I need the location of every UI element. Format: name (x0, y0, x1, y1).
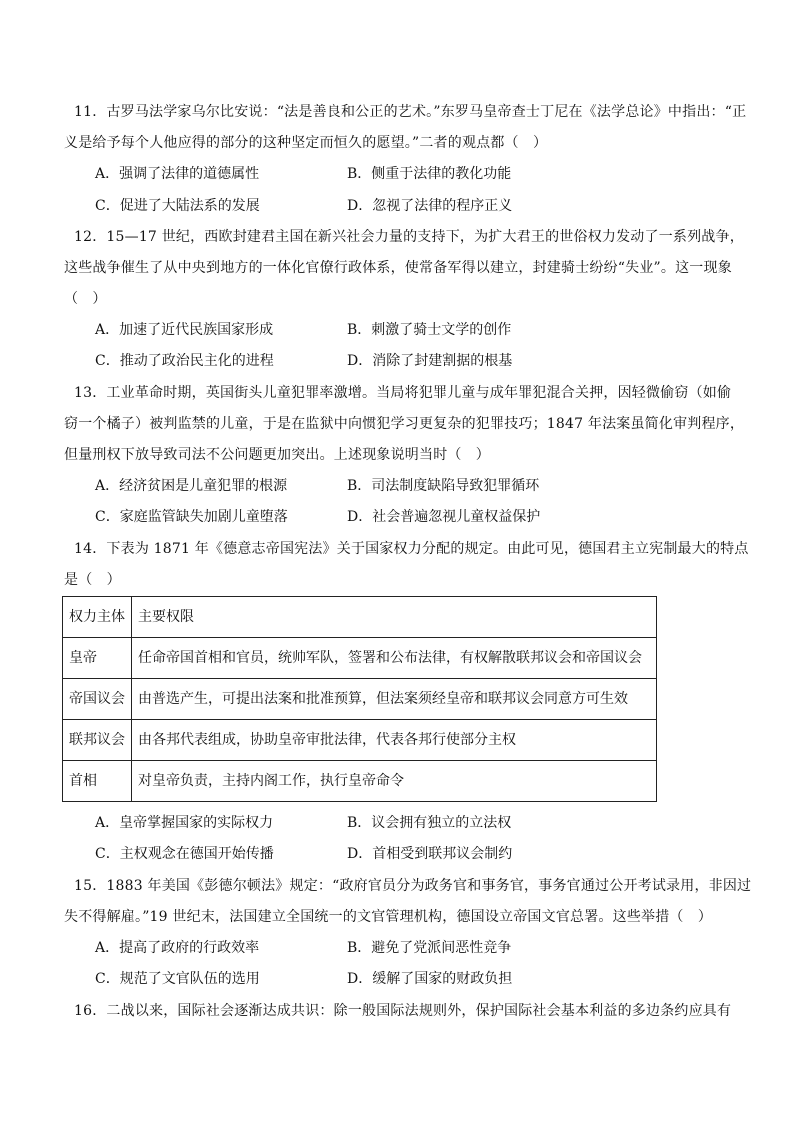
question-11-stem-line-1: 11．古罗马法学家乌尔比安说：“法是善良和公正的艺术。”东罗马皇帝查士丁尼在《法学总论》中指出：“正 (74, 104, 747, 120)
question-14-stem-line-2: 是（ ） (64, 572, 121, 588)
question-13-option-c[interactable]: C．家庭监管缺失加剧儿童堕落 (95, 509, 288, 525)
table-cell-subject: 首相 (63, 761, 132, 802)
table-cell-powers: 由普选产生，可提出法案和批准预算，但法案须经皇帝和联邦议会同意方可生效 (132, 679, 657, 720)
question-13-stem-line-3: 但量刑权下放导致司法不公问题更加突出。上述现象说明当时（ ） (64, 447, 490, 463)
question-12-option-b[interactable]: B．刺激了骑士文学的创作 (347, 322, 512, 338)
question-11-option-c[interactable]: C．促进了大陆法系的发展 (95, 198, 260, 214)
question-15-stem-line-2: 失不得解雇。”19 世纪末，法国建立全国统一的文官管理机构，德国设立帝国文官总署。这些举措（ ） (64, 909, 713, 925)
question-16-stem-line-1: 16．二战以来，国际社会逐渐达成共识：除一般国际法规则外，保护国际社会基本利益的多边条约应具有 (74, 1003, 732, 1019)
question-13-stem-line-1: 13．工业革命时期，英国街头儿童犯罪率激增。当局将犯罪儿童与成年罪犯混合关押，因轻微偷窃（如偷 (74, 385, 732, 401)
question-15-stem-line-1: 15．1883 年美国《彭德尔顿法》规定：“政府官员分为政务官和事务官，事务官通过公开考试录用，非因过 (74, 878, 752, 894)
question-12-option-c[interactable]: C．推动了政治民主化的进程 (95, 353, 274, 369)
table-cell-subject: 皇帝 (63, 638, 132, 679)
table-header-row (63, 597, 657, 638)
question-15-option-c[interactable]: C．规范了文官队伍的选用 (95, 971, 260, 987)
table-row (63, 720, 657, 761)
question-14-option-a[interactable]: A．皇帝掌握国家的实际权力 (95, 815, 274, 831)
table-header-cell: 权力主体 (63, 597, 132, 638)
table-row (63, 761, 657, 802)
question-14-option-c[interactable]: C．主权观念在德国开始传播 (95, 846, 274, 862)
table-header-cell: 主要权限 (132, 597, 657, 638)
table-row (63, 679, 657, 720)
question-14-option-d[interactable]: D．首相受到联邦议会制约 (347, 846, 513, 862)
table-cell-subject: 帝国议会 (63, 679, 132, 720)
question-11-option-b[interactable]: B．侧重于法律的教化功能 (347, 166, 512, 182)
table-cell-powers: 任命帝国首相和官员，统帅军队，签署和公布法律，有权解散联邦议会和帝国议会 (132, 638, 657, 679)
question-13-option-d[interactable]: D．社会普遍忽视儿童权益保护 (347, 509, 541, 525)
question-15-option-d[interactable]: D．缓解了国家的财政负担 (347, 971, 513, 987)
question-14-stem-line-1: 14．下表为 1871 年《德意志帝国宪法》关于国家权力分配的规定。由此可见，德国君主立宪制最大的特点 (74, 541, 749, 557)
question-12-stem-line-1: 12．15—17 世纪，西欧封建君主国在新兴社会力量的支持下，为扩大君王的世俗权力发动了一系列战争， (74, 229, 744, 245)
table-row (63, 638, 657, 679)
question-13-stem-line-2: 窃一个橘子）被判监禁的儿童，于是在监狱中向惯犯学习更复杂的犯罪技巧；1847 年法案虽简化审判程序， (64, 416, 745, 432)
question-14-option-b[interactable]: B．议会拥有独立的立法权 (347, 815, 512, 831)
question-12-stem-line-3: （ ） (64, 291, 107, 307)
question-12-stem-line-2: 这些战争催生了从中央到地方的一体化官僚行政体系，使常备军得以建立，封建骑士纷纷“失业”。这一现象 (64, 260, 732, 276)
table-cell-powers: 由各邦代表组成，协助皇帝审批法律，代表各邦行使部分主权 (132, 720, 657, 761)
question-13-option-a[interactable]: A．经济贫困是儿童犯罪的根源 (95, 478, 288, 494)
question-13-option-b[interactable]: B．司法制度缺陷导致犯罪循环 (347, 478, 540, 494)
power-distribution-table (62, 596, 657, 802)
question-11-option-d[interactable]: D．忽视了法律的程序正义 (347, 198, 513, 214)
table-cell-powers: 对皇帝负责，主持内阁工作，执行皇帝命令 (132, 761, 657, 802)
question-12-option-d[interactable]: D．消除了封建割据的根基 (347, 353, 513, 369)
question-15-option-b[interactable]: B．避免了党派间恶性竞争 (347, 940, 512, 956)
table-cell-subject: 联邦议会 (63, 720, 132, 761)
question-11-stem-line-2: 义是给予每个人他应得的部分的这种坚定而恒久的愿望。”二者的观点都（ ） (64, 135, 548, 151)
question-11-option-a[interactable]: A．强调了法律的道德属性 (95, 166, 260, 182)
question-15-option-a[interactable]: A．提高了政府的行政效率 (95, 940, 260, 956)
question-12-option-a[interactable]: A．加速了近代民族国家形成 (95, 322, 274, 338)
